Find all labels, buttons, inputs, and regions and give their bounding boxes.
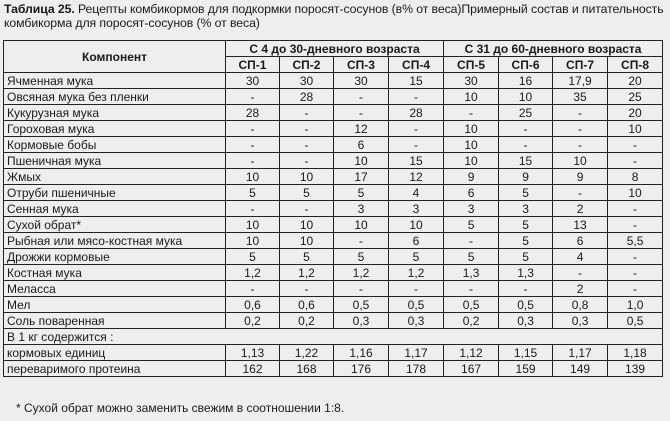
cell-value: 20: [608, 73, 663, 89]
component-name: Ячменная мука: [4, 73, 226, 89]
cell-value: -: [553, 185, 608, 201]
cell-value: 0,6: [226, 297, 280, 313]
cell-value: 176: [334, 361, 389, 377]
cell-value: 5: [499, 249, 553, 265]
cell-value: 5: [280, 249, 334, 265]
cell-value: 1,17: [389, 345, 444, 361]
cell-value: 12: [334, 121, 389, 137]
cell-value: 30: [226, 73, 280, 89]
cell-value: -: [280, 281, 334, 297]
cell-value: -: [608, 201, 663, 217]
cell-value: 10: [608, 121, 663, 137]
cell-value: 28: [280, 89, 334, 105]
cell-value: 10: [280, 217, 334, 233]
cell-value: 0,5: [389, 297, 444, 313]
cell-value: -: [389, 281, 444, 297]
component-name: кормовых единиц: [4, 345, 226, 361]
component-name: Овсяная мука без пленки: [4, 89, 226, 105]
component-header: Компонент: [4, 41, 226, 73]
table-row: [4, 265, 663, 281]
cell-value: 30: [280, 73, 334, 89]
cell-value: 10: [280, 233, 334, 249]
cell-value: 0,2: [280, 313, 334, 329]
cell-value: 10: [226, 233, 280, 249]
cell-value: 5: [389, 249, 444, 265]
cell-value: 13: [553, 217, 608, 233]
column-header: СП-5: [444, 57, 499, 73]
group2-header: С 31 до 60-дневного возраста: [444, 41, 663, 57]
cell-value: 4: [553, 249, 608, 265]
cell-value: 1,3: [444, 265, 499, 281]
footnote: * Сухой обрат можно заменить свежим в соотношении 1:8.: [16, 401, 345, 415]
cell-value: 10: [608, 185, 663, 201]
cell-value: 10: [334, 217, 389, 233]
cell-value: 6: [444, 185, 499, 201]
cell-value: -: [226, 153, 280, 169]
cell-value: 5: [499, 233, 553, 249]
cell-value: 6: [334, 137, 389, 153]
cell-value: 10: [553, 153, 608, 169]
cell-value: 0,8: [553, 297, 608, 313]
cell-value: 149: [553, 361, 608, 377]
cell-value: 4: [389, 185, 444, 201]
cell-value: 25: [499, 105, 553, 121]
cell-value: -: [444, 233, 499, 249]
component-name: Костная мука: [4, 265, 226, 281]
table-row: [4, 297, 663, 313]
column-header: СП-3: [334, 57, 389, 73]
component-name: Кукурузная мука: [4, 105, 226, 121]
cell-value: -: [608, 217, 663, 233]
cell-value: -: [389, 89, 444, 105]
cell-value: 2: [553, 201, 608, 217]
cell-value: -: [444, 105, 499, 121]
cell-value: -: [334, 233, 389, 249]
cell-value: 12: [389, 169, 444, 185]
cell-value: 28: [389, 105, 444, 121]
cell-value: -: [499, 121, 553, 137]
cell-value: 139: [608, 361, 663, 377]
cell-value: 5: [444, 217, 499, 233]
cell-value: -: [226, 89, 280, 105]
cell-value: -: [226, 121, 280, 137]
recipe-table: [3, 40, 663, 377]
cell-value: -: [608, 281, 663, 297]
cell-value: -: [334, 89, 389, 105]
table-row: [4, 121, 663, 137]
cell-value: 17,9: [553, 73, 608, 89]
cell-value: 3: [334, 201, 389, 217]
cell-value: 3: [499, 201, 553, 217]
cell-value: -: [444, 281, 499, 297]
cell-value: 3: [444, 201, 499, 217]
caption-title: Таблица 25.: [4, 2, 75, 16]
component-name: Сенная мука: [4, 201, 226, 217]
cell-value: 178: [389, 361, 444, 377]
cell-value: 0,2: [226, 313, 280, 329]
cell-value: -: [280, 105, 334, 121]
cell-value: 5: [226, 249, 280, 265]
cell-value: -: [499, 137, 553, 153]
cell-value: 0,5: [444, 297, 499, 313]
table-row: [4, 105, 663, 121]
cell-value: -: [608, 265, 663, 281]
component-name: Отруби пшеничные: [4, 185, 226, 201]
cell-value: 5: [226, 185, 280, 201]
cell-value: 159: [499, 361, 553, 377]
cell-value: 5,5: [608, 233, 663, 249]
table-row: [4, 217, 663, 233]
table-row: [4, 153, 663, 169]
cell-value: -: [553, 137, 608, 153]
component-name: Мел: [4, 297, 226, 313]
cell-value: 10: [280, 169, 334, 185]
column-header: СП-2: [280, 57, 334, 73]
column-header: СП-8: [608, 57, 663, 73]
cell-value: 28: [226, 105, 280, 121]
cell-value: 5: [334, 185, 389, 201]
cell-value: 10: [444, 89, 499, 105]
cell-value: 30: [334, 73, 389, 89]
component-name: Рыбная или мясо-костная мука: [4, 233, 226, 249]
cell-value: 0,3: [389, 313, 444, 329]
cell-value: 1,13: [226, 345, 280, 361]
cell-value: -: [280, 201, 334, 217]
caption-text: Рецепты комбикормов для подкормки поросят-сосунов (в% от веса)Примерный состав и питательность комбикорма для поросят-сосунов (% от веса): [4, 2, 664, 30]
cell-value: 5: [444, 249, 499, 265]
cell-value: 1,2: [226, 265, 280, 281]
component-name: Гороховая мука: [4, 121, 226, 137]
cell-value: 10: [226, 217, 280, 233]
table-row: [4, 361, 663, 377]
component-name: Жмых: [4, 169, 226, 185]
cell-value: 167: [444, 361, 499, 377]
section-row: [4, 329, 663, 345]
cell-value: 25: [608, 89, 663, 105]
cell-value: -: [389, 121, 444, 137]
table-caption: [4, 2, 666, 30]
cell-value: 3: [389, 201, 444, 217]
cell-value: -: [280, 137, 334, 153]
cell-value: 9: [553, 169, 608, 185]
cell-value: 10: [226, 169, 280, 185]
table-body: [4, 73, 663, 377]
cell-value: -: [389, 137, 444, 153]
table-row: [4, 249, 663, 265]
cell-value: 15: [499, 153, 553, 169]
cell-value: -: [608, 137, 663, 153]
header-row-groups: [4, 41, 663, 57]
cell-value: -: [553, 105, 608, 121]
cell-value: -: [226, 137, 280, 153]
component-name: Соль поваренная: [4, 313, 226, 329]
component-name: Сухой обрат*: [4, 217, 226, 233]
cell-value: 15: [389, 153, 444, 169]
table-row: [4, 73, 663, 89]
table-row: [4, 169, 663, 185]
table-row: [4, 137, 663, 153]
cell-value: 1,12: [444, 345, 499, 361]
cell-value: 168: [280, 361, 334, 377]
cell-value: 0,3: [553, 313, 608, 329]
cell-value: 5: [499, 217, 553, 233]
cell-value: 5: [334, 249, 389, 265]
cell-value: 15: [389, 73, 444, 89]
cell-value: -: [226, 281, 280, 297]
cell-value: 10: [444, 121, 499, 137]
cell-value: 10: [499, 89, 553, 105]
cell-value: 0,3: [334, 313, 389, 329]
cell-value: 1,2: [280, 265, 334, 281]
cell-value: 0,5: [608, 313, 663, 329]
cell-value: 5: [499, 185, 553, 201]
cell-value: -: [280, 121, 334, 137]
cell-value: 6: [389, 233, 444, 249]
cell-value: 10: [444, 137, 499, 153]
component-name: Дрожжи кормовые: [4, 249, 226, 265]
column-header: СП-1: [226, 57, 280, 73]
cell-value: -: [334, 281, 389, 297]
cell-value: -: [334, 105, 389, 121]
cell-value: 1,17: [553, 345, 608, 361]
cell-value: 20: [608, 105, 663, 121]
cell-value: 9: [444, 169, 499, 185]
cell-value: 1,0: [608, 297, 663, 313]
cell-value: -: [280, 153, 334, 169]
column-header: СП-6: [499, 57, 553, 73]
cell-value: 10: [444, 153, 499, 169]
component-name: переваримого протеина: [4, 361, 226, 377]
cell-value: 17: [334, 169, 389, 185]
cell-value: 0,6: [280, 297, 334, 313]
table-row: [4, 281, 663, 297]
cell-value: 1,2: [389, 265, 444, 281]
cell-value: 0,5: [334, 297, 389, 313]
cell-value: -: [499, 281, 553, 297]
cell-value: 1,16: [334, 345, 389, 361]
cell-value: 30: [444, 73, 499, 89]
cell-value: 0,2: [444, 313, 499, 329]
cell-value: 2: [553, 281, 608, 297]
cell-value: -: [553, 265, 608, 281]
table-row: [4, 89, 663, 105]
cell-value: 1,22: [280, 345, 334, 361]
cell-value: -: [608, 249, 663, 265]
cell-value: 16: [499, 73, 553, 89]
cell-value: 0,5: [499, 297, 553, 313]
cell-value: 6: [553, 233, 608, 249]
table-row: [4, 313, 663, 329]
cell-value: -: [226, 201, 280, 217]
cell-value: 10: [389, 217, 444, 233]
cell-value: 1,15: [499, 345, 553, 361]
group1-header: С 4 до 30-дневного возраста: [226, 41, 444, 57]
table-row: [4, 233, 663, 249]
cell-value: 1,3: [499, 265, 553, 281]
cell-value: 8: [608, 169, 663, 185]
component-name: Пшеничная мука: [4, 153, 226, 169]
table-row: [4, 345, 663, 361]
cell-value: 1,2: [334, 265, 389, 281]
cell-value: 5: [280, 185, 334, 201]
column-header: СП-4: [389, 57, 444, 73]
component-name: Меласса: [4, 281, 226, 297]
cell-value: 35: [553, 89, 608, 105]
cell-value: -: [553, 121, 608, 137]
cell-value: 162: [226, 361, 280, 377]
cell-value: 0,3: [499, 313, 553, 329]
section-label: В 1 кг содержится :: [4, 329, 663, 345]
cell-value: 10: [334, 153, 389, 169]
cell-value: 9: [499, 169, 553, 185]
table-row: [4, 185, 663, 201]
cell-value: 1,18: [608, 345, 663, 361]
table-row: [4, 201, 663, 217]
component-name: Кормовые бобы: [4, 137, 226, 153]
column-header: СП-7: [553, 57, 608, 73]
cell-value: -: [608, 153, 663, 169]
